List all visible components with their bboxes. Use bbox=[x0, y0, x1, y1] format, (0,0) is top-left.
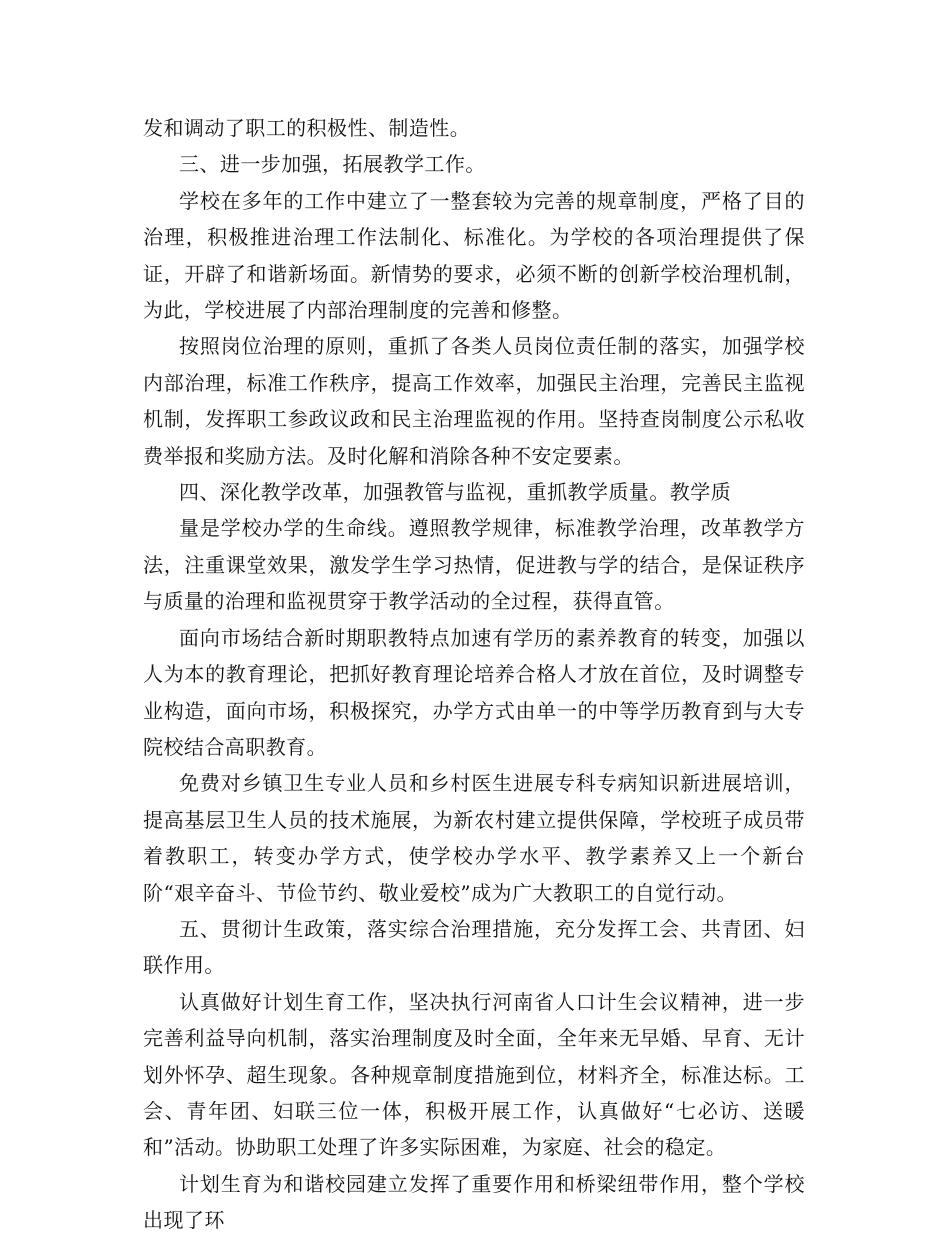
paragraph-rules-system: 学校在多年的工作中建立了一整套较为完善的规章制度，严格了目的治理，积极推进治理工作法制化、标准化。为学校的各项治理提供了保证，开辟了和谐新场面。新情势的要求，必须不断的创新学校治理机制，为此，学校进展了内部治理制度的完善和修整。 bbox=[143, 188, 805, 323]
paragraph-free-training: 免费对乡镇卫生专业人员和乡村医生进展专科专病知识新进展培训，提高基层卫生人员的技术施展，为新农村建立提供保障，学校班子成员带着教职工，转变办学方式，使学校办学水平、教学素养又上一个新台阶“艰辛奋斗、节俭节约、敬业爱校”成为广大教职工的自觉行动。 bbox=[143, 771, 805, 905]
paragraph-teaching-quality: 量是学校办学的生命线。遵照教学规律，标准教学治理，改革教学方法，注重课堂效果，激发学生学习热情，促进教与学的结合，是保证秩序与质量的治理和监视贯穿于教学活动的全过程，获得直管。 bbox=[143, 516, 805, 614]
section-heading-three: 三、进一步加强，拓展教学工作。 bbox=[179, 152, 486, 177]
section-heading-four: 四、深化教学改革，加强教管与监视，重抓教学质量。教学质 bbox=[179, 480, 732, 505]
paragraph-harmonious-campus: 计划生育为和谐校园建立发挥了重要作用和桥梁纽带作用，整个学校出现了环 bbox=[143, 1171, 805, 1233]
paragraph-family-planning: 认真做好计划生育工作，坚决执行河南省人口计生会议精神，进一步完善利益导向机制，落实治理制度及时全面，全年来无早婚、早育、无计划外怀孕、超生现象。各种规章制度措施到位，材料齐全，标准达标。工会、青年团、妇联三位一体，积极开展工作，认真做好“七必访、送暖和”活动。协助职工处理了许多实际困难，为家庭、社会的稳定。 bbox=[143, 989, 805, 1160]
paragraph-post-management: 按照岗位治理的原则，重抓了各类人员岗位责任制的落实，加强学校内部治理，标准工作秩序，提高工作效率，加强民主治理，完善民主监视机制，发挥职工参政议政和民主治理监视的作用。坚持查岗制度公示私收费举报和奖励方法。及时化解和消除各种不安定要素。 bbox=[143, 334, 805, 468]
paragraph-market-oriented: 面向市场结合新时期职教特点加速有学历的素养教育的转变，加强以人为本的教育理论，把抓好教育理论培养合格人才放在首位，及时调整专业构造，面向市场，积极探究，办学方式由单一的中等学历教育到与大专院校结合高职教育。 bbox=[143, 625, 805, 759]
document-body bbox=[143, 110, 805, 1239]
section-heading-five: 五、贯彻计生政策，落实综合治理措施，充分发挥工会、共青团、妇联作用。 bbox=[143, 916, 805, 978]
paragraph-continuation: 发和调动了职工的积极性、制造性。 bbox=[143, 116, 471, 140]
